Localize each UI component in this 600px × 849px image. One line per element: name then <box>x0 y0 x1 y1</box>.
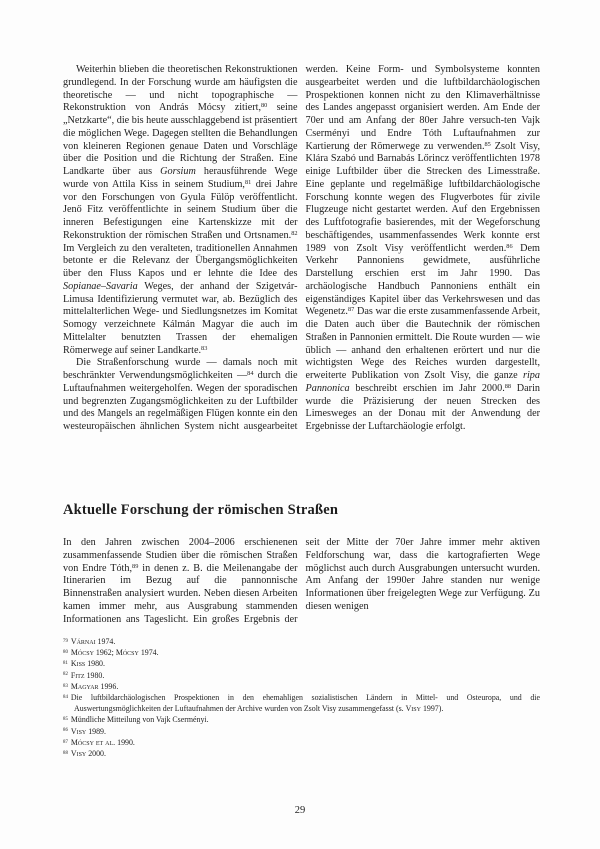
footnote-number: 82 <box>63 672 68 678</box>
footnote-marker: 86 <box>506 242 513 250</box>
footnote-number: 88 <box>63 750 68 756</box>
footnote-item <box>63 737 540 748</box>
footnote-text: Visy 1989. <box>70 726 106 736</box>
footnote-marker: 84 <box>247 370 254 378</box>
section-text-columns <box>63 537 540 626</box>
footnote-item <box>63 647 540 658</box>
footnote-number: 80 <box>63 650 68 655</box>
footnote-number: 87 <box>63 739 68 745</box>
footnote-marker: 85 <box>484 140 491 148</box>
footnote-item <box>63 692 540 714</box>
body-text-columns <box>63 64 540 434</box>
footnotes-section <box>63 636 540 759</box>
footnote-marker: 87 <box>347 306 355 314</box>
footnote-item <box>63 658 540 669</box>
footnote-text: Mócsy et al. 1990. <box>70 737 135 747</box>
footnote-number: 85 <box>63 717 68 723</box>
footnote-item <box>63 714 540 725</box>
footnote-marker: 81 <box>244 178 252 186</box>
footnote-text: Visy 2000. <box>70 749 106 759</box>
footnote-item <box>63 726 540 737</box>
paragraph: Die Straßenforschung wurde — damals noch mit beschränkter Verwendungsmöglichkeiten —$^{84}$ durch die Luftaufnahmen weitergeholfen. Wegen der sporadischen und begrenzten Zugangsmöglichkeiten zu der Luftbilder und des Mangels an regelmäßigen Flügen konnte ein den westeuropäischen ähnlichen System nicht ausgearbeitet werden. Keine Form- und Symbolsysteme konnten ausgearbeitet werden und die luftbildarchäologischen Prospektionen konnen nicht zu den Klimaverhältnisse des Landes angepasst organisiert werden. Am Ende der 70er und am Anfang der 80er Jahre versuch-ten Vajk Cserményi und Endre Tóth Luftaufnahmen zur Kartierung der Römerwege zu verwenden.$^{85}$ Zsolt Visy, Klára Szabó und Barnabás Lőrincz veröffentlichten 1978 einige Luftbilder über die Strecken des Limesstraße. Eine geplante und regelmäßige luftbildarchäologische Forschung konnte wegen des Flugverbotes für zivile Flugzeuge nicht gestartet werden. Auf den Ergebnissen des Luftfotografie basierendes, mit der Wegeforschung beschäftigendes, usammenfassendes Werk konnte erst 1989 von Zsolt Visy veröffentlicht werden.$^{86}$ Dem Verkehr Pannoniens gewidmete, ausführliche Darstellung erschien erst im Jahr 1990. Das archäologische Handbuch Pannoniens enthält ein eigenständiges Kapitel über das Verkehrswesen und das Wegenetz.$^{87}$ Das war die erste zusammenfassende Arbeit, die Daten auch über die Bautechnik der römischen Straßen in Pannonien ermittelt. Die Route wurden — wie üblich — anhand den erhaltenen erörtert und nur die wichtigsten Wege des Reiches wurden dargestellt, erweiterte Publikation von Zsolt Visy, die ganze ripa Pannonica beschreibt erschien im Jahr 2000.88 Darin wurde die Präzisierung der neuen Strecken des Limesweges an der Donau mit der Anwendung der Ergebnisse der Luftarchäologie erfolgt. <box>63 64 540 432</box>
footnote-item <box>63 670 540 681</box>
footnote-text: Mócsy 1962; Mócsy 1974. <box>70 648 159 658</box>
footnote-text: Magyar 1996. <box>70 681 119 691</box>
footnote-number: 81 <box>63 661 68 667</box>
footnote-item <box>63 681 540 692</box>
footnote-text: Várnai 1974. <box>70 637 116 646</box>
section-heading: Aktuelle Forschung der römischen Straßen <box>63 502 339 518</box>
footnote-text: Die luftbildarchäologischen Prospektionen in den ehemahligen sozialistischen Ländern in Mittel- und Osteuropa, und die Auswertungsmöglichkeiten der Luftaufnahmen der Archive wurden von Zsolt Visy zusammengefasst (s. Visy 1997). <box>70 693 540 714</box>
footnote-marker: 83 <box>201 344 208 352</box>
footnote-text: Fitz 1980. <box>70 670 105 680</box>
page-number: 29 <box>294 805 306 816</box>
footnote-number: 79 <box>63 638 68 644</box>
footnote-marker: 89 <box>132 562 139 570</box>
footnote-marker: 80 <box>261 102 268 110</box>
footnote-number: 84 <box>63 694 68 700</box>
footnote-number: 83 <box>63 683 68 689</box>
footnote-text: Kiss 1980. <box>70 659 105 669</box>
footnote-number: 86 <box>63 728 68 734</box>
footnote-marker: 82 <box>291 229 298 237</box>
footnote-text: Mündliche Mitteilung von Vajk Cserményi. <box>70 715 209 725</box>
paragraph: In den Jahren zwischen 2004–2006 erschienenen zusammenfassende Studien über die römischen Straßen von Endre Tóth,$^{89}$ in denen z. B. die Meilenangabe der Itinerarien im Bezug auf die pannonnische Binnenstraßen analysiert wurden. Neben diesen Arbeiten kamen immer mehr, aus Ausgrabung stammenden Informationen ans Tageslicht. Ein großes Ergebnis der seit der Mitte der 70er Jahre immer mehr aktiven Feldforschung war, dass die kartografierten Wege möglichst auch durch Ausgrabungen untersucht wurden. Am Anfang der 1990er Jahre standen nur wenige Informationen über freigelegten Wege zur Verfügung. Zu diesen wenigen <box>63 537 540 625</box>
paragraph: Weiterhin blieben die theoretischen Rekonstruktionen grundlegend. In der Forschung wurde am häufigsten die theoretische — und nicht topographische — Rekonstruktion von András Mócsy zitiert,$^{80}$ seine „Netzkarte“, die bis heute ausschlaggebend ist präsentiert die möglichen Wege. Dagegen stellten die Behandlungen von kleineren Regionen genaue Daten und Vorschläge über die Position und die Richtung der Straßen. Eine Landkarte über aus Gorsium herausführende Wege wurde von Attila Kiss in seinem Studium,$^{81}$ drei Jahre vor den Forschungen von Gyula Fülöp veröffentlicht. Jenő Fitz veröffentlichte in seinem Studium über die inneren Befestigungen eine Kartenskizze mit der Rekonstruktion der römischen Straßen und Ortsnamen.$^{82}$ Im Vergleich zu den veralteten, traditionellen Annahmen betonte er die Relevanz der Übergangsmöglichkeiten über den Fluss Kapos und er lehnte die Idee des Sopianae–Savaria Weges, der anhand der Szigetvár-Limusa Identifizierung vermutet war, ab. Bezüglich des mittelalterlichen Wege- und Siedlungsnetzes im Komitat Somogy verzeichnete Kálmán Magyar die auch im Mittelalter benutzten Trassen der ehemaligen Römerwege auf seiner Landkarte.$^{83}$ <box>63 64 298 356</box>
footnote-marker: 88 <box>504 382 512 390</box>
footnote-item <box>63 748 540 759</box>
footnote-item <box>63 636 540 647</box>
